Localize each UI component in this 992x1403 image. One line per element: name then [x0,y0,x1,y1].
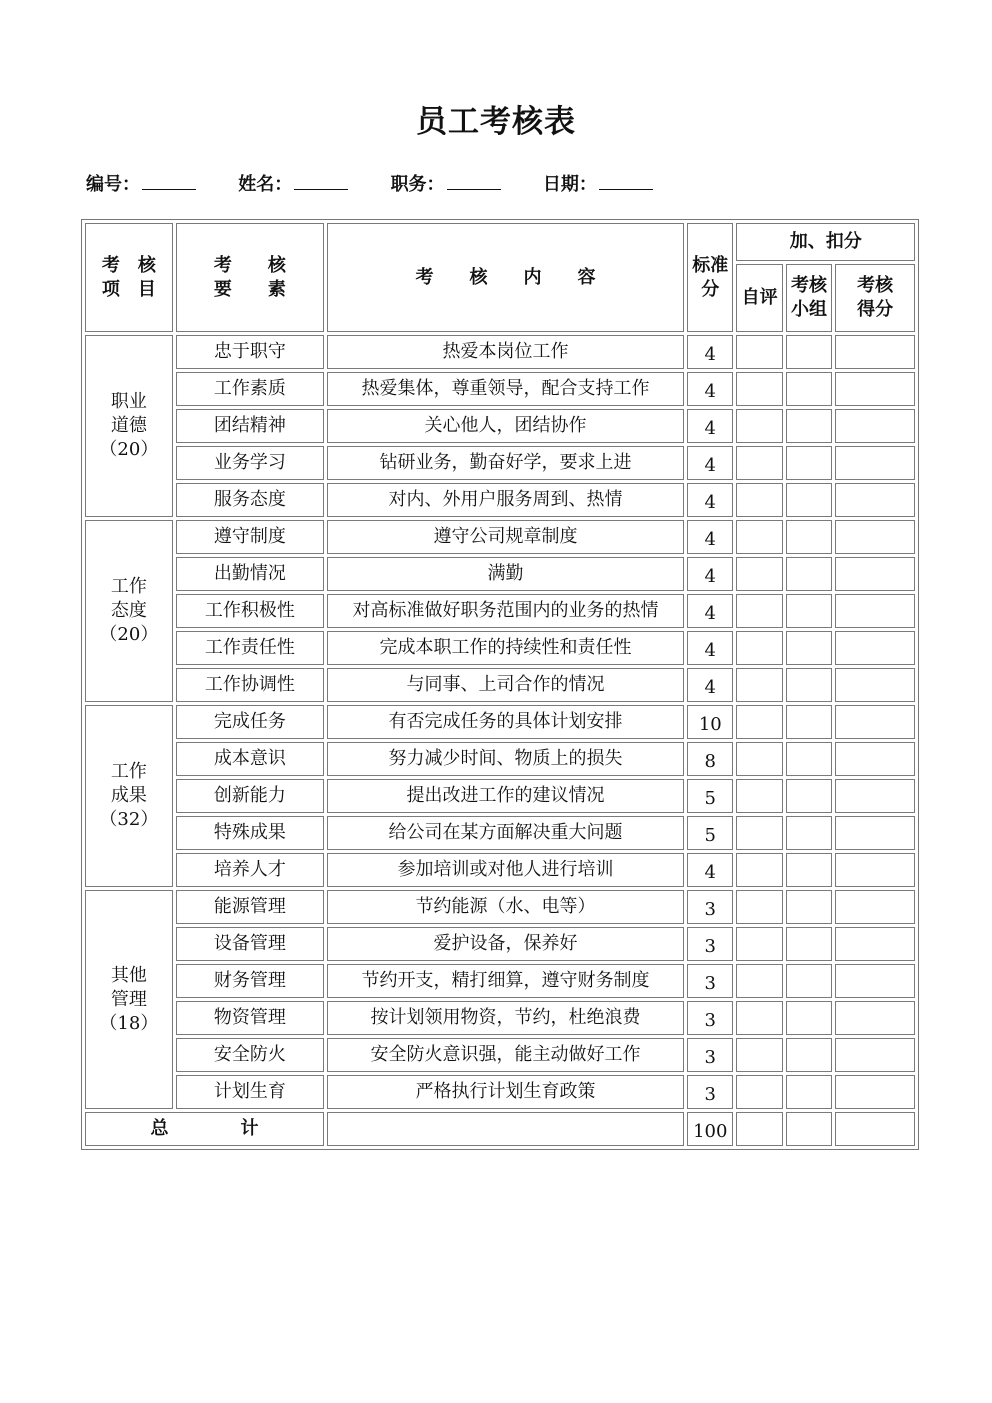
content-cell: 对高标准做好职务范围内的业务的热情 [327,594,684,628]
total-content-cell[interactable] [327,1112,684,1146]
group-score-cell[interactable] [786,594,832,628]
self-eval-cell[interactable] [736,520,782,554]
content-cell: 遵守公司规章制度 [327,520,684,554]
evaluation-table [81,219,919,1150]
category-name-line: 成果 [110,785,147,806]
content-cell: 关心他人，团结协作 [327,409,684,443]
self-eval-cell[interactable] [736,446,782,480]
number-field[interactable] [86,170,196,196]
standard-score-cell: 4 [687,668,733,702]
position-field[interactable] [391,170,501,196]
table-row [85,1075,915,1109]
table-row [85,520,915,554]
self-eval-cell[interactable] [736,816,782,850]
category-name-line: 态度 [110,600,147,621]
element-cell: 忠于职守 [176,335,324,369]
element-cell: 工作责任性 [176,631,324,665]
standard-score-cell: 4 [687,409,733,443]
table-row [85,964,915,998]
element-cell: 安全防火 [176,1038,324,1072]
group-score-cell[interactable] [786,890,832,924]
table-body [85,335,915,1109]
standard-score-cell: 5 [687,816,733,850]
standard-score-cell: 4 [687,594,733,628]
self-eval-cell[interactable] [736,409,782,443]
final-score-cell[interactable] [835,446,915,480]
final-score-cell[interactable] [835,705,915,739]
element-cell: 工作协调性 [176,668,324,702]
standard-score-cell: 4 [687,446,733,480]
final-score-cell[interactable] [835,1001,915,1035]
category-name-line: 道德 [110,415,147,436]
content-cell: 热爱集体，尊重领导，配合支持工作 [327,372,684,406]
element-cell: 物资管理 [176,1001,324,1035]
final-score-cell[interactable] [835,779,915,813]
position-label: 职务： [390,174,445,195]
content-cell: 节约能源（水、电等） [327,890,684,924]
element-cell: 完成任务 [176,705,324,739]
group-score-cell[interactable] [786,1038,832,1072]
standard-score-cell: 4 [687,853,733,887]
self-eval-cell[interactable] [736,964,782,998]
final-score-cell[interactable] [835,964,915,998]
table-row [85,668,915,702]
total-group-cell[interactable] [786,1112,832,1146]
element-cell: 团结精神 [176,409,324,443]
group-score-cell[interactable] [786,1001,832,1035]
header-category: 考 核 项 目 [85,223,173,332]
category-name-line: 工作 [110,761,147,782]
category-cell [85,890,173,1109]
element-cell: 遵守制度 [176,520,324,554]
table-row [85,1038,915,1072]
total-row [85,1112,915,1146]
group-score-cell[interactable] [786,446,832,480]
group-score-cell[interactable] [786,1075,832,1109]
name-field[interactable] [238,170,348,196]
group-score-cell[interactable] [786,483,832,517]
group-score-cell[interactable] [786,668,832,702]
category-name-line: 管理 [110,988,147,1010]
category-name-line: 其他 [110,964,147,986]
header-self-eval: 自评 [736,264,782,332]
standard-score-cell: 4 [687,335,733,369]
self-eval-cell[interactable] [736,779,782,813]
table-row [85,1001,915,1035]
element-cell: 工作素质 [176,372,324,406]
table-header [85,223,915,332]
content-cell: 满勤 [327,557,684,591]
name-blank[interactable] [294,175,348,190]
page-title: 员工考核表 [416,104,576,140]
content-cell: 参加培训或对他人进行培训 [327,853,684,887]
self-eval-cell[interactable] [736,1038,782,1072]
self-eval-cell[interactable] [736,890,782,924]
standard-score-cell: 4 [687,631,733,665]
total-label: 总 计 [85,1112,324,1146]
content-cell: 爱护设备，保养好 [327,927,684,961]
final-score-cell[interactable] [835,890,915,924]
category-cell [85,335,173,517]
element-cell: 设备管理 [176,927,324,961]
category-name-line: （20） [99,439,159,460]
name-label: 姓名： [238,174,293,195]
standard-score-cell: 4 [687,372,733,406]
self-eval-cell[interactable] [736,668,782,702]
content-cell: 节约开支，精打细算，遵守财务制度 [327,964,684,998]
number-label: 编号： [86,174,140,195]
final-score-cell[interactable] [835,853,915,887]
standard-score-cell: 8 [687,742,733,776]
standard-score-cell: 10 [687,705,733,739]
standard-score-cell: 5 [687,779,733,813]
final-score-cell[interactable] [835,1038,915,1072]
element-cell: 特殊成果 [176,816,324,850]
group-score-cell[interactable] [786,372,832,406]
group-score-cell[interactable] [786,853,832,887]
self-eval-cell[interactable] [736,1075,782,1109]
standard-score-cell: 3 [687,1075,733,1109]
standard-score-cell: 3 [687,927,733,961]
element-cell: 出勤情况 [176,557,324,591]
table-row [85,446,915,480]
self-eval-cell[interactable] [736,742,782,776]
standard-score-cell: 4 [687,520,733,554]
category-name-line: （20） [99,624,159,645]
date-field[interactable] [543,170,653,196]
header-fields [86,170,689,196]
table-row [85,742,915,776]
element-cell: 能源管理 [176,890,324,924]
table-row [85,372,915,406]
group-score-cell[interactable] [786,409,832,443]
self-eval-cell[interactable] [736,631,782,665]
self-eval-cell[interactable] [736,705,782,739]
element-cell: 计划生育 [176,1075,324,1109]
standard-score-cell: 3 [687,964,733,998]
standard-score-cell: 3 [687,1001,733,1035]
element-cell: 成本意识 [176,742,324,776]
table-row [85,890,915,924]
content-cell: 努力减少时间、物质上的损失 [327,742,684,776]
final-score-cell[interactable] [835,483,915,517]
content-cell: 完成本职工作的持续性和责任性 [327,631,684,665]
final-score-cell[interactable] [835,594,915,628]
table-row [85,483,915,517]
content-cell: 钻研业务，勤奋好学，要求上进 [327,446,684,480]
table-row [85,335,915,369]
group-score-cell[interactable] [786,705,832,739]
final-score-cell[interactable] [835,816,915,850]
header-content: 考 核 内 容 [327,223,684,332]
total-final-cell[interactable] [835,1112,915,1146]
standard-score-cell: 4 [687,483,733,517]
element-cell: 培养人才 [176,853,324,887]
final-score-cell[interactable] [835,557,915,591]
table-row [85,705,915,739]
header-group: 考核 小组 [786,264,832,332]
self-eval-cell[interactable] [736,1001,782,1035]
category-name-line: 职业 [110,391,147,412]
group-score-cell[interactable] [786,520,832,554]
content-cell: 安全防火意识强，能主动做好工作 [327,1038,684,1072]
group-score-cell[interactable] [786,557,832,591]
header-final-score: 考核 得分 [835,264,915,332]
content-cell: 提出改进工作的建议情况 [327,779,684,813]
standard-score-cell: 3 [687,1038,733,1072]
content-cell: 热爱本岗位工作 [327,335,684,369]
self-eval-cell[interactable] [736,335,782,369]
content-cell: 严格执行计划生育政策 [327,1075,684,1109]
final-score-cell[interactable] [835,631,915,665]
final-score-cell[interactable] [835,668,915,702]
category-name-line: （32） [99,809,159,830]
self-eval-cell[interactable] [736,853,782,887]
position-blank[interactable] [447,175,501,190]
category-cell [85,520,173,702]
content-cell: 给公司在某方面解决重大问题 [327,816,684,850]
element-cell: 服务态度 [176,483,324,517]
date-label: 日期： [542,174,597,195]
group-score-cell[interactable] [786,927,832,961]
table-row [85,631,915,665]
final-score-cell[interactable] [835,742,915,776]
content-cell: 与同事、上司合作的情况 [327,668,684,702]
category-name-line: （18） [99,1012,159,1034]
group-score-cell[interactable] [786,964,832,998]
self-eval-cell[interactable] [736,927,782,961]
final-score-cell[interactable] [835,927,915,961]
table-row [85,594,915,628]
header-standard-score: 标准 分 [687,223,733,332]
group-score-cell[interactable] [786,742,832,776]
table-row [85,779,915,813]
element-cell: 财务管理 [176,964,324,998]
element-cell: 业务学习 [176,446,324,480]
element-cell: 工作积极性 [176,594,324,628]
final-score-cell[interactable] [835,1075,915,1109]
content-cell: 有否完成任务的具体计划安排 [327,705,684,739]
group-score-cell[interactable] [786,335,832,369]
table-row [85,816,915,850]
standard-score-cell: 4 [687,557,733,591]
final-score-cell[interactable] [835,372,915,406]
total-self-eval-cell[interactable] [736,1112,782,1146]
header-element: 考 核 要 素 [176,223,324,332]
element-cell: 创新能力 [176,779,324,813]
table-row [85,409,915,443]
self-eval-cell[interactable] [736,372,782,406]
table-row [85,853,915,887]
header-adjust: 加、扣分 [736,223,915,261]
group-score-cell[interactable] [786,779,832,813]
date-blank[interactable] [599,175,653,190]
self-eval-cell[interactable] [736,557,782,591]
self-eval-cell[interactable] [736,483,782,517]
group-score-cell[interactable] [786,631,832,665]
final-score-cell[interactable] [835,335,915,369]
number-blank[interactable] [142,175,196,190]
final-score-cell[interactable] [835,409,915,443]
category-cell [85,705,173,887]
group-score-cell[interactable] [786,816,832,850]
total-score: 100 [687,1112,733,1146]
content-cell: 按计划领用物资，节约，杜绝浪费 [327,1001,684,1035]
category-name-line: 工作 [110,576,147,597]
self-eval-cell[interactable] [736,594,782,628]
standard-score-cell: 3 [687,890,733,924]
content-cell: 对内、外用户服务周到、热情 [327,483,684,517]
final-score-cell[interactable] [835,520,915,554]
table-row [85,557,915,591]
table-row [85,927,915,961]
